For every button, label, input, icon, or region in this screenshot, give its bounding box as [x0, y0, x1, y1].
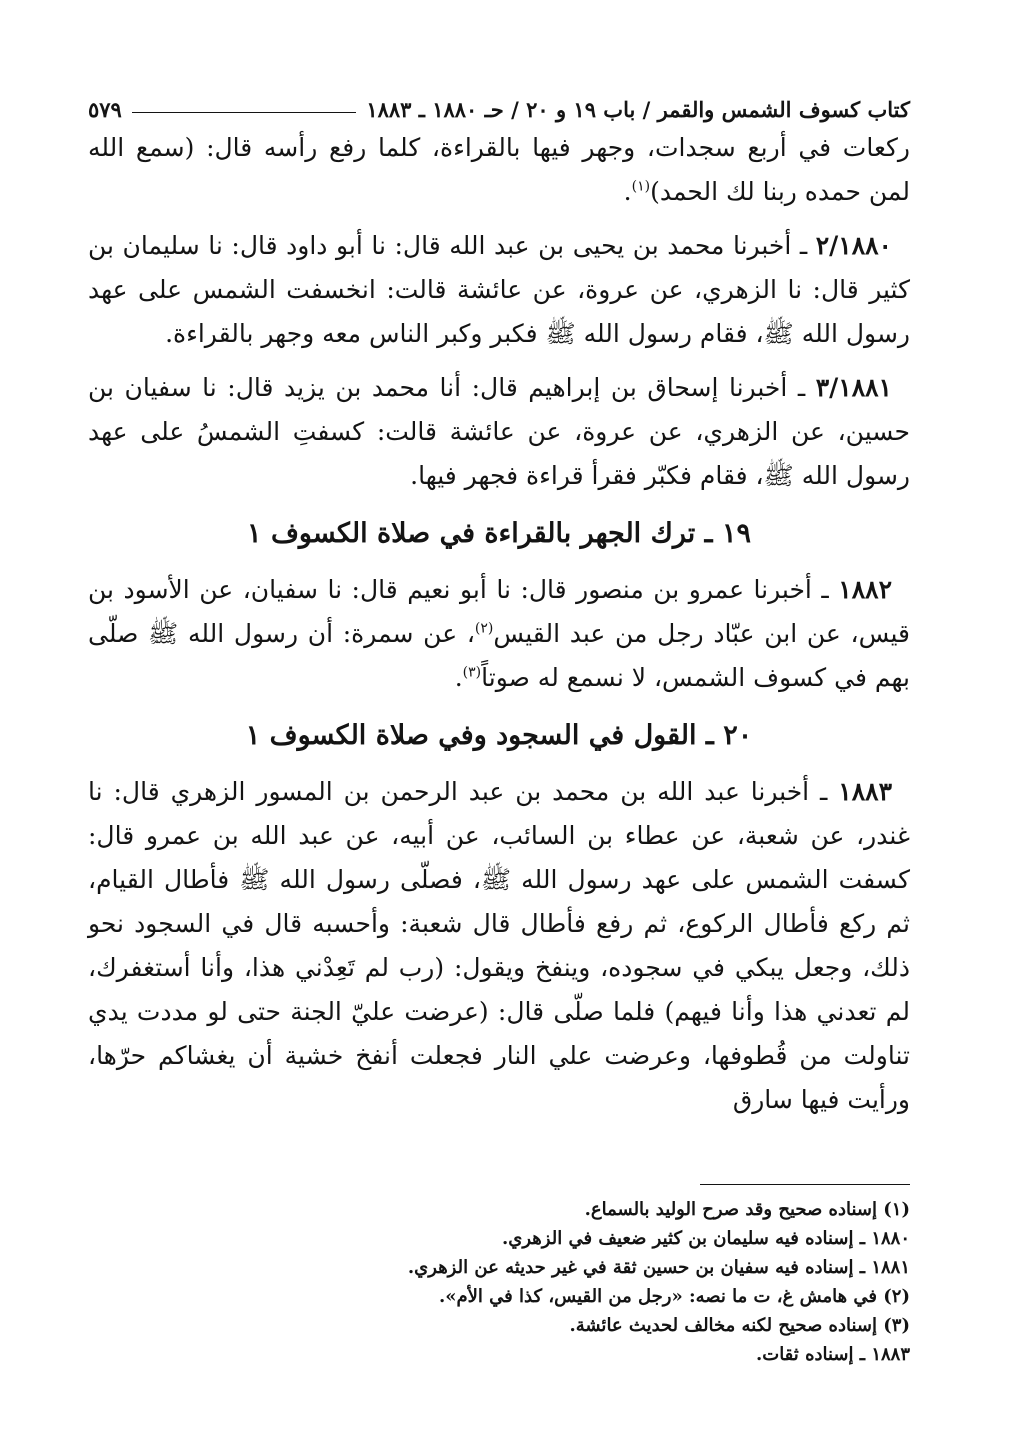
continuation-text: ركعات في أربع سجدات، وجهر فيها بالقراءة، كلما رفع رأسه قال: (سمع الله لمن حمده ربنا لك الحمد)	[88, 133, 910, 206]
footnote-item: ١٨٨٣ ـ إسناده ثقات.	[755, 1344, 910, 1365]
hadith-number-1883: ١٨٨٣	[838, 777, 892, 806]
footnote-item: (١) إسناده صحيح وقد صرح الوليد بالسماع.	[584, 1199, 910, 1220]
running-header	[88, 88, 910, 122]
hadith-text-1882-a: ـ أخبرنا عمرو بن منصور قال: نا أبو نعيم قال: نا سفيان، عن الأسود بن قيس، عن ابن عبّاد رجل من عبد القيس	[88, 575, 910, 648]
running-header-title: كتاب كسوف الشمس والقمر / باب ١٩ و ٢٠ / حـ ١٨٨٠ ـ ١٨٨٣	[366, 97, 910, 122]
header-rule	[132, 112, 356, 113]
hadith-1882	[88, 568, 910, 700]
hadith-text-1883: ـ أخبرنا عبد الله بن محمد بن عبد الرحمن بن المسور الزهري قال: نا غندر، عن شعبة، عن عطاء بن السائب، عن أبيه، عن عبد الله بن عمرو قال: كسفت الشمس على عهد رسول الله ﷺ، فصلّى رسول الله ﷺ فأطال القيام، ثم ركع فأطال الركوع، ثم رفع فأطال قال شعبة: وأحسبه قال في السجود نحو ذلك، وجعل يبكي في سجوده، وينفخ ويقول: (رب لم تَعِدْني هذا، وأنا أستغفرك، لم تعدني هذا وأنا فيهم) فلما صلّى قال: (عرضت عليّ الجنة حتى لو مددت يدي تناولت من قُطوفها، وعرضت علي النار فجعلت أنفخ خشية أن يغشاكم حرّها، ورأيت فيها سارق	[88, 777, 910, 1114]
continuation-paragraph	[88, 126, 910, 214]
section-heading-19: ١٩ ـ ترك الجهر بالقراءة في صلاة الكسوف ١	[247, 518, 751, 549]
hadith-1880	[88, 224, 910, 356]
hadith-number-1881: ٣/١٨٨١	[815, 373, 892, 402]
hadith-text-1882-b: ، عن سمرة: أن رسول الله ﷺ صلّى بهم في كسوف الشمس، لا نسمع له صوتاً	[88, 619, 910, 692]
hadith-number-1882: ١٨٨٢	[838, 575, 892, 604]
footnote-item: (٣) إسناده صحيح لكنه مخالف لحديث عائشة.	[569, 1315, 910, 1336]
hadith-1881	[88, 366, 910, 498]
footnote-mark-2: (٢)	[474, 620, 494, 637]
hadith-1883	[88, 770, 910, 1122]
hadith-number-1880: ٢/١٨٨٠	[815, 231, 892, 260]
book-page	[88, 88, 910, 1132]
footnotes	[88, 1184, 910, 1369]
footnote-item: ١٨٨١ ـ إسناده فيه سفيان بن حسين ثقة في غير حديثه عن الزهري.	[407, 1257, 910, 1278]
section-heading-20: ٢٠ ـ القول في السجود وفي صلاة الكسوف ١	[245, 720, 753, 751]
hadith-text-1880: ـ أخبرنا محمد بن يحيى بن عبد الله قال: نا أبو داود قال: نا سليمان بن كثير قال: نا الزهري، عن عروة، عن عائشة قالت: انخسفت الشمس على عهد رسول الله ﷺ، فقام رسول الله ﷺ فكبر وكبر الناس معه وجهر بالقراءة.	[88, 231, 910, 348]
footnote-rule	[700, 1184, 910, 1185]
main-text	[88, 126, 910, 1122]
page-number: ٥٧٩	[88, 97, 122, 122]
footnote-mark-3: (٣)	[462, 664, 482, 681]
footnote-item: (٢) في هامش غ، ت ما نصه: «رجل من القيس، كذا في الأم».	[438, 1286, 910, 1307]
continuation-tail: .	[623, 177, 632, 206]
footnote-mark-1: (١)	[631, 178, 651, 195]
footnote-item: ١٨٨٠ ـ إسناده فيه سليمان بن كثير ضعيف في الزهري.	[502, 1228, 910, 1249]
hadith-text-1881: ـ أخبرنا إسحاق بن إبراهيم قال: أنا محمد بن يزيد قال: نا سفيان بن حسين، عن الزهري، عن عروة، عن عائشة قالت: كسفتِ الشمسُ على عهد رسول الله ﷺ، فقام فكبّر فقرأ قراءة فجهر فيها.	[88, 373, 910, 490]
footnote-list	[88, 1195, 910, 1369]
hadith-text-1882-c: .	[454, 663, 463, 692]
